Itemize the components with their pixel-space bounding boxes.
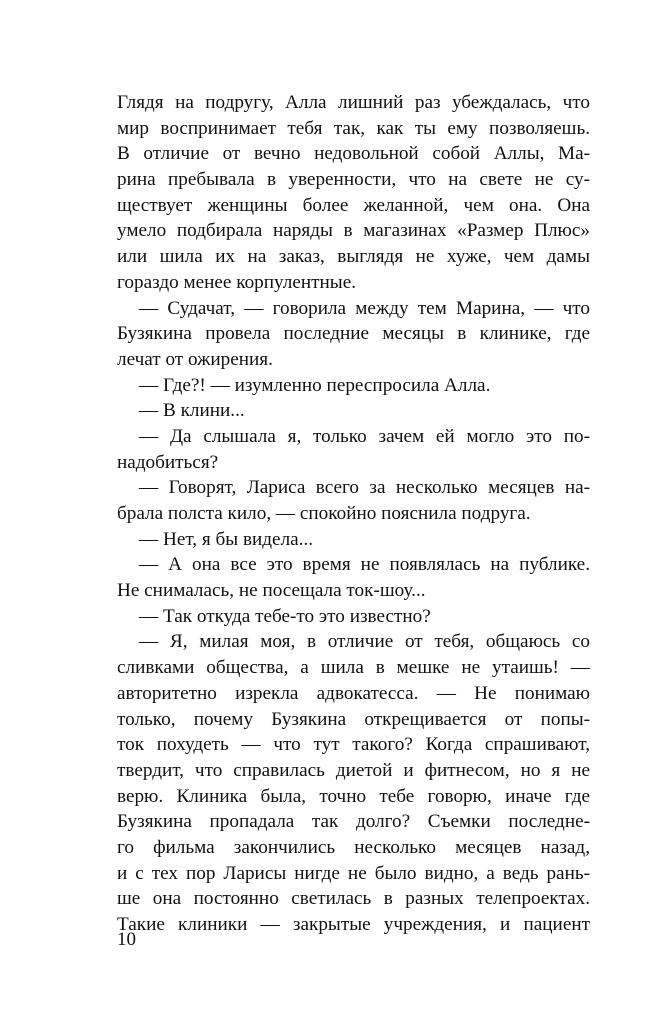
text-line: Бузякина провела последние месяцы в клинике, где	[117, 323, 590, 345]
text-line: и с тех пор Ларисы нигде не было видно, а ведь рань-	[117, 862, 590, 884]
text-line: сливками общества, а шила в мешке не утаишь! —	[117, 657, 590, 679]
text-line: — А она все это время не появлялась на публике.	[139, 554, 590, 576]
text-line: Бузякина пропадала так долго? Съемки последне-	[117, 811, 590, 833]
text-line: Не снималась, не посещала ток-шоу...	[117, 580, 426, 602]
text-line: го фильма закончились несколько месяцев назад,	[117, 836, 590, 858]
text-line: только, почему Бузякина открещивается от попы-	[117, 708, 590, 730]
text-line: — В клини...	[139, 400, 245, 422]
text-line: — Говорят, Лариса всего за несколько месяцев на-	[139, 477, 590, 499]
text-line: верю. Клиника была, точно тебе говорю, иначе где	[117, 785, 590, 807]
text-line: умело подбирала наряды в магазинах «Размер Плюс»	[117, 220, 590, 242]
text-line: — Так откуда тебе-то это известно?	[139, 605, 431, 627]
page-body-text	[117, 90, 590, 938]
text-line: — Нет, я бы видела...	[139, 528, 314, 550]
text-line: ше она постоянно светилась в разных телепроектах.	[117, 888, 590, 910]
text-line: авторитетно изрекла адвокатесса. — Не понимаю	[117, 682, 590, 704]
text-line: брала полста кило, — спокойно пояснила подруга.	[117, 503, 531, 524]
text-line: рина пребывала в уверенности, что на свете не су-	[117, 169, 590, 191]
text-line: В отличие от вечно недовольной собой Аллы, Ма-	[117, 143, 590, 165]
text-line: — Я, милая моя, в отличие от тебя, общаюсь со	[139, 631, 590, 653]
text-line: лечат от ожирения.	[117, 348, 273, 370]
text-line: — Да слышала я, только зачем ей могло это по-	[139, 425, 590, 447]
page-number: 10	[117, 929, 136, 950]
text-line: Глядя на подругу, Алла лишний раз убеждалась, что	[117, 92, 590, 113]
text-line: ществует женщины более желанной, чем она. Она	[117, 194, 590, 216]
text-line: мир воспринимает тебя так, как ты ему позволяешь.	[117, 117, 590, 139]
text-line: надобиться?	[117, 451, 219, 473]
text-line: твердит, что справилась диетой и фитнесом, но я не	[117, 759, 590, 781]
text-line: гораздо менее корпулентные.	[117, 271, 357, 293]
text-line: — Где?! — изумленно переспросила Алла.	[139, 374, 491, 396]
text-line: — Судачат, — говорила между тем Марина, — что	[139, 297, 590, 319]
text-line: или шила их на заказ, выглядя не хуже, чем дамы	[117, 246, 590, 268]
text-line: ток похудеть — что тут такого? Когда спрашивают,	[117, 734, 590, 756]
text-line: Такие клиники — закрытые учреждения, и пациент	[117, 914, 590, 935]
